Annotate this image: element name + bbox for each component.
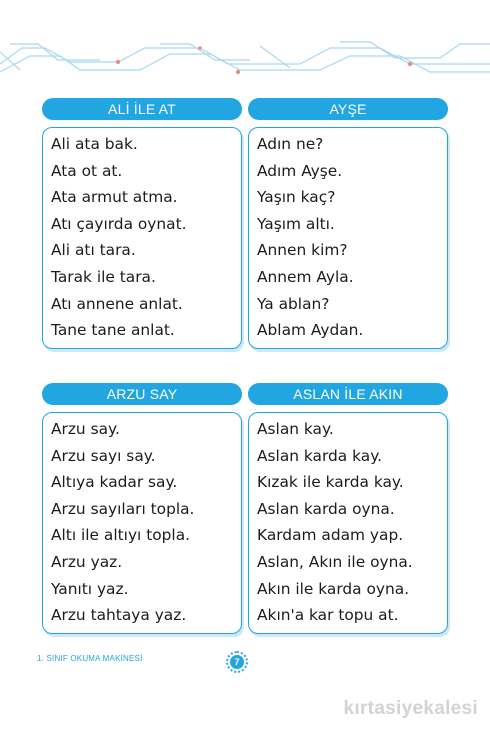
reading-line: Atı çayırda oynat. <box>51 214 187 233</box>
reading-line: Annen kim? <box>257 241 348 260</box>
section-title: ARZU SAY <box>42 383 242 405</box>
header-decoration <box>0 0 490 90</box>
reading-line: Atı annene anlat. <box>51 294 183 313</box>
reading-line: Yaşım altı. <box>257 214 335 233</box>
reading-line: Ata ot at. <box>51 161 123 180</box>
reading-line: Tane tane anlat. <box>51 321 175 340</box>
watermark: kırtasiyekalesi <box>343 698 478 719</box>
text-card <box>42 127 242 349</box>
reading-line: Aslan karda kay. <box>257 446 383 465</box>
section-title: ALİ İLE AT <box>42 98 242 120</box>
reading-line: Yanıtı yaz. <box>51 579 129 598</box>
reading-line: Kardam adam yap. <box>257 526 404 545</box>
reading-line: Akın'a kar topu at. <box>257 606 399 625</box>
section-aslan-ile-akin <box>248 383 448 634</box>
reading-line: Arzu say. <box>51 420 120 438</box>
reading-line: Ablam Aydan. <box>257 321 364 340</box>
text-card <box>248 412 448 634</box>
reading-line: Aslan karda oyna. <box>257 499 395 518</box>
reading-line: Ata armut atma. <box>51 188 178 207</box>
section-title: ASLAN İLE AKIN <box>248 383 448 405</box>
section-ali-ile-at <box>42 98 242 349</box>
reading-line: Adın ne? <box>257 135 324 153</box>
page-number-badge <box>226 651 248 673</box>
section-arzu-say <box>42 383 242 634</box>
reading-line: Arzu sayı say. <box>51 446 156 465</box>
section-ayse <box>248 98 448 349</box>
reading-line: Annem Ayla. <box>257 267 354 286</box>
reading-line: Ali ata bak. <box>51 135 138 153</box>
book-title: 1. SINIF OKUMA MAKİNESİ <box>37 654 143 663</box>
reading-line: Ya ablan? <box>257 294 330 313</box>
reading-line: Ali atı tara. <box>51 241 136 260</box>
reading-line: Kızak ile karda kay. <box>257 473 404 492</box>
page-number: 7 <box>230 655 244 669</box>
section-title: AYŞE <box>248 98 448 120</box>
reading-line: Tarak ile tara. <box>51 267 156 286</box>
reading-line: Yaşın kaç? <box>257 188 336 207</box>
reading-line: Aslan, Akın ile oyna. <box>257 552 413 571</box>
text-card <box>42 412 242 634</box>
reading-line: Altı ile altıyı topla. <box>51 526 191 545</box>
reading-line: Arzu tahtaya yaz. <box>51 606 187 625</box>
reading-line: Altıya kadar say. <box>51 473 178 492</box>
text-card <box>248 127 448 349</box>
reading-line: Arzu yaz. <box>51 552 123 571</box>
reading-line: Aslan kay. <box>257 420 334 438</box>
reading-line: Akın ile karda oyna. <box>257 579 410 598</box>
reading-line: Adım Ayşe. <box>257 161 343 180</box>
reading-line: Arzu sayıları topla. <box>51 499 195 518</box>
